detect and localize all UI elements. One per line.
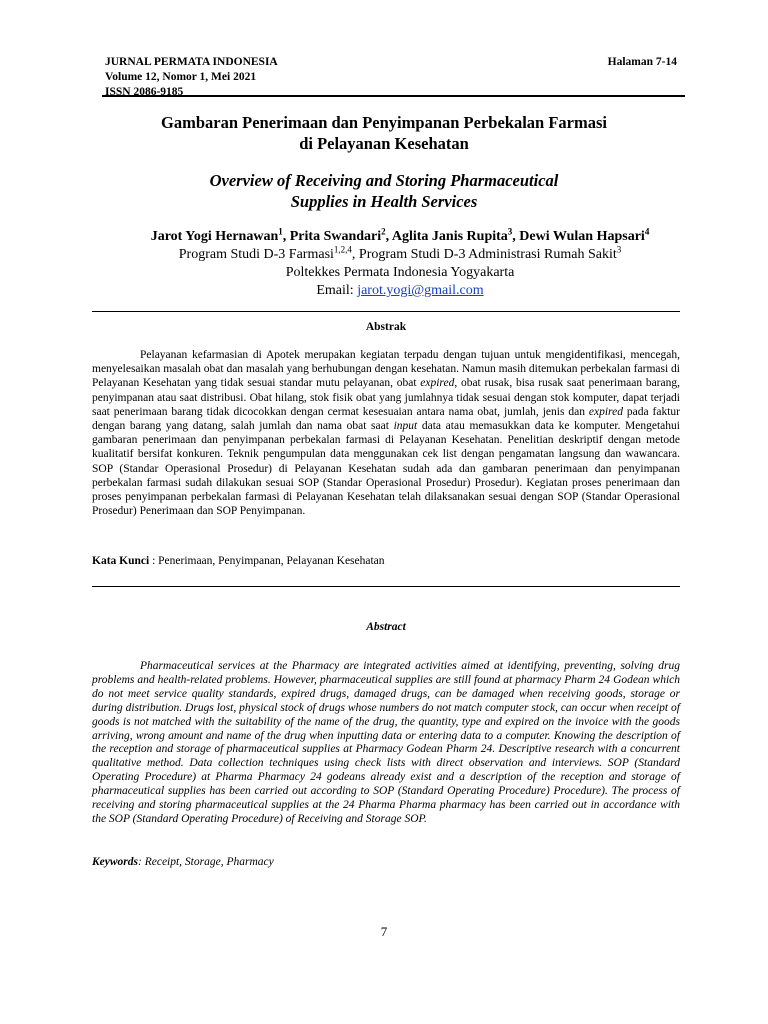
title-indonesian — [90, 112, 678, 154]
title-id-line2: di Pelayanan Kesehatan — [299, 134, 469, 153]
abstrak-heading: Abstrak — [365, 321, 407, 333]
page-number: 7 — [380, 924, 388, 939]
header-rule — [102, 95, 685, 97]
title-en-line1: Overview of Receiving and Storing Pharmaceutical — [209, 171, 559, 190]
keywords-text: : Receipt, Storage, Pharmacy — [138, 856, 274, 868]
journal-issn: ISSN 2086-9185 — [105, 86, 184, 98]
author-names: Jarot Yogi Hernawan$^1$, Prita Swandari$^2$, Aglita Janis Rupita$^3$, Dewi Wulan Hapsari$^4$ — [150, 226, 650, 244]
email-link[interactable]: jarot.yogi@gmail.com — [357, 283, 484, 298]
running-header — [105, 55, 685, 100]
institution: Poltekkes Permata Indonesia Yogyakarta — [285, 265, 515, 280]
email-line — [60, 282, 740, 300]
journal-volume: Volume 12, Nomor 1, Mei 2021 — [105, 71, 257, 83]
email-label: Email: — [316, 283, 354, 298]
abstract-body: Pharmaceutical services at the Pharmacy are integrated activities aimed at identifying, preventing, solving drug problems and health-related problems. However, pharmaceutical supplies are still found at pharmacy Pharm 24 Godean which do not meet service quality standards, expired drugs, damaged drugs, can be damaged when receiving goods, storage or during distribution. Drugs lost, physical stock of drugs whose numbers do not match computer stock, can occur when receipt of goods is not matched with the suitability of the name of the drug, the quantity, type and expired on the invoice with the goods arriving, wrong amount and name of the drug when inputting data or entering data to a computer. Knowing the description of the reception and storage of pharmaceutical supplies at Pharmacy Godean Pharm 24. Descriptive research with a concurrent qualitative method. Data collection techniques using check lists with direct observation and interviews. SOP (Standard Operating Procedure) at Pharma Pharmacy 24 godeans already exist and a description of the reception and storage of pharmaceutical supplies has been carried out according to SOP (Standard Operating Procedure) Procedure). The process of receiving and storing pharmaceutical supplies at the 24 Pharma Pharma pharmacy has been carried out in accordance with the SOP (Standard Operating Procedure) of Receiving and Storage SOP. — [92, 660, 680, 825]
kata-kunci-label: Kata Kunci — [92, 555, 150, 567]
journal-name: JURNAL PERMATA INDONESIA — [105, 56, 278, 68]
title-en-line2: Supplies in Health Services — [290, 192, 478, 211]
author-4: Dewi Wulan Hapsari — [519, 229, 645, 244]
abstract-heading: Abstract — [366, 621, 406, 633]
affiliation-1: Program Studi D-3 Farmasi — [178, 247, 334, 262]
page-range: Halaman 7-14 — [607, 56, 677, 68]
abstrak-body: Pelayanan kefarmasian di Apotek merupakan kegiatan terpadu dengan tujuan untuk mengidentifikasi, mencegah, menyelesaikan masalah obat dan masalah yang berhubungan dengan kesehatan. Namun masih ditemukan perbekalan farmasi di Pelayanan Kesehatan yang tidak sesuai standar mutu pelayanan, obat expired, obat rusak, bisa rusak saat penerimaan barang, penyimpanan atau saat distribusi. Obat hilang, stok fisik obat yang jumlahnya tidak sesuai dengan stok komputer, dapat terjadi saat penerimaan barang tidak dicocokkan dengan cermat kesesuaian antara nama obat, jumlah, jenis dan expired pada faktur dengan barang yang datang, salah jumlah dan nama obat saat input data atau memasukkan data ke komputer. Mengetahui gambaran penerimaan dan penyimpanan perbekalan farmasi di Pelayanan Kesehatan. Penelitian deskriptif dengan metode kualitatif bersifat konkuren. Teknik pengumpulan data menggunakan cek list dengan pengamatan langsung dan wawancara. SOP (Standar Operasional Prosedur) di Pelayanan Kesehatan sudah ada dan gambaran penerimaan dan penyimpanan perbekalan farmasi sudah dilakukan sesuai SOP (Standar Operasional Prosedur) Prosedur). Kegiatan proses penerimaan dan proses penyimpanan perbekalan farmasi di Pelayanan Kesehatan telah dilaksanakan sesuai dengan SOP (Standar Operasional Prosedur) Penerimaan dan SOP Penyimpanan. — [92, 349, 680, 518]
affiliation-2: Program Studi D-3 Administrasi Rumah Sakit — [358, 247, 617, 262]
kata-kunci-text: : Penerimaan, Penyimpanan, Pelayanan Kesehatan — [149, 555, 385, 567]
keywords-label: Keywords — [92, 856, 138, 868]
title-english — [90, 170, 678, 212]
keywords — [92, 856, 680, 868]
section-rule — [92, 311, 680, 312]
affiliations: Program Studi D-3 Farmasi$^{1,2,4}$, Program Studi D-3 Administrasi Rumah Sakit$^3$ — [178, 244, 622, 262]
title-id-line1: Gambaran Penerimaan dan Penyimpanan Perbekalan Farmasi — [161, 113, 607, 132]
author-3: Aglita Janis Rupita — [391, 229, 508, 244]
author-block — [60, 228, 740, 300]
author-2: Prita Swandari — [289, 229, 382, 244]
section-rule — [92, 586, 680, 587]
kata-kunci — [92, 555, 680, 567]
author-1: Jarot Yogi Hernawan — [150, 229, 279, 244]
